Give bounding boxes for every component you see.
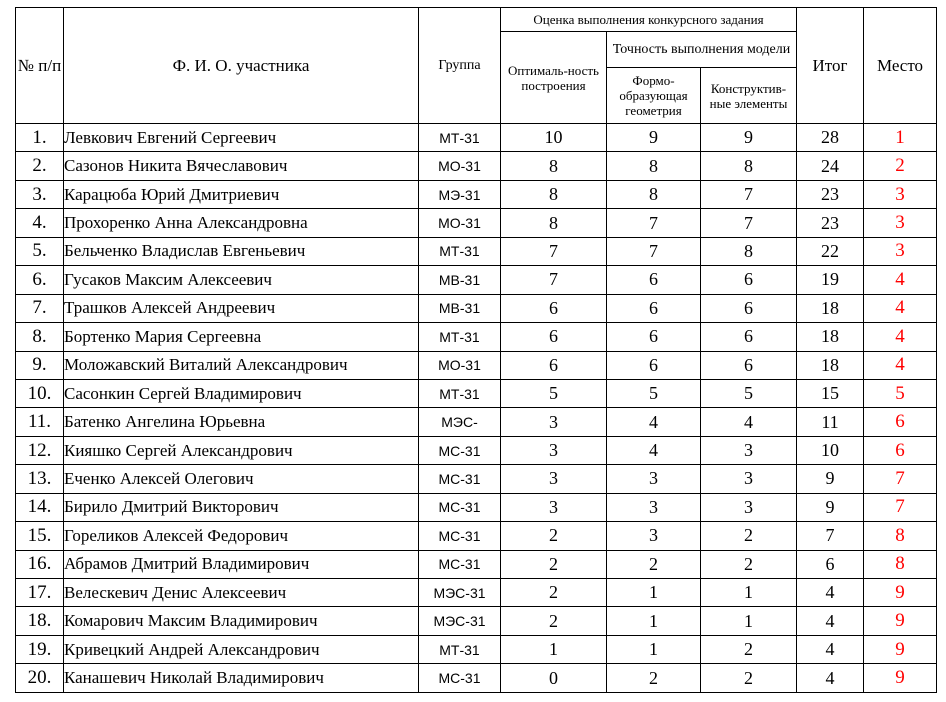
cell-num: 10. <box>16 379 64 407</box>
cell-name: Прохоренко Анна Александровна <box>64 209 419 237</box>
table-row <box>16 379 937 407</box>
cell-place: 9 <box>864 664 937 692</box>
table-body <box>16 124 937 693</box>
cell-num: 12. <box>16 436 64 464</box>
cell-total: 15 <box>797 379 864 407</box>
cell-num: 19. <box>16 635 64 663</box>
cell-constructive: 6 <box>701 323 797 351</box>
table-row <box>16 635 937 663</box>
cell-group: МО-31 <box>419 351 501 379</box>
cell-total: 22 <box>797 237 864 265</box>
cell-name: Сазонов Никита Вячеславович <box>64 152 419 180</box>
table-row <box>16 579 937 607</box>
cell-name: Велескевич Денис Алексеевич <box>64 579 419 607</box>
cell-total: 4 <box>797 607 864 635</box>
cell-optimal: 7 <box>501 237 607 265</box>
cell-name: Трашков Алексей Андреевич <box>64 294 419 322</box>
header-num: № п/п <box>16 8 64 124</box>
cell-optimal: 2 <box>501 579 607 607</box>
cell-num: 3. <box>16 180 64 208</box>
cell-optimal: 0 <box>501 664 607 692</box>
table-row <box>16 351 937 379</box>
header-place: Место <box>864 8 937 124</box>
cell-num: 6. <box>16 266 64 294</box>
cell-form: 6 <box>607 323 701 351</box>
cell-name: Левкович Евгений Сергеевич <box>64 124 419 152</box>
cell-name: Кияшко Сергей Александрович <box>64 436 419 464</box>
header-form: Формо-образующая геометрия <box>607 68 701 124</box>
cell-group: МТ-31 <box>419 124 501 152</box>
cell-optimal: 8 <box>501 152 607 180</box>
cell-constructive: 1 <box>701 579 797 607</box>
cell-group: МТ-31 <box>419 237 501 265</box>
cell-total: 10 <box>797 436 864 464</box>
cell-total: 9 <box>797 465 864 493</box>
cell-form: 6 <box>607 351 701 379</box>
cell-form: 9 <box>607 124 701 152</box>
cell-place: 1 <box>864 124 937 152</box>
cell-form: 1 <box>607 607 701 635</box>
cell-constructive: 2 <box>701 664 797 692</box>
cell-constructive: 4 <box>701 408 797 436</box>
cell-optimal: 6 <box>501 294 607 322</box>
results-table <box>15 7 937 693</box>
cell-total: 4 <box>797 579 864 607</box>
cell-place: 4 <box>864 266 937 294</box>
cell-num: 9. <box>16 351 64 379</box>
cell-group: МТ-31 <box>419 379 501 407</box>
cell-place: 4 <box>864 294 937 322</box>
table-row <box>16 323 937 351</box>
header-accuracy: Точность выполнения модели <box>607 32 797 68</box>
cell-group: МС-31 <box>419 493 501 521</box>
cell-place: 6 <box>864 408 937 436</box>
cell-name: Бельченко Владислав Евгеньевич <box>64 237 419 265</box>
cell-group: МВ-31 <box>419 294 501 322</box>
cell-constructive: 6 <box>701 266 797 294</box>
table-row <box>16 266 937 294</box>
header-constructive: Конструктив-ные элементы <box>701 68 797 124</box>
table-row <box>16 237 937 265</box>
cell-total: 11 <box>797 408 864 436</box>
cell-constructive: 3 <box>701 465 797 493</box>
header-name: Ф. И. О. участника <box>64 8 419 124</box>
cell-num: 18. <box>16 607 64 635</box>
header-total: Итог <box>797 8 864 124</box>
cell-num: 15. <box>16 522 64 550</box>
cell-place: 8 <box>864 522 937 550</box>
cell-group: МО-31 <box>419 209 501 237</box>
cell-num: 20. <box>16 664 64 692</box>
cell-form: 7 <box>607 237 701 265</box>
cell-optimal: 8 <box>501 180 607 208</box>
cell-constructive: 2 <box>701 635 797 663</box>
cell-form: 6 <box>607 294 701 322</box>
cell-num: 16. <box>16 550 64 578</box>
cell-total: 18 <box>797 351 864 379</box>
cell-place: 8 <box>864 550 937 578</box>
cell-group: МС-31 <box>419 550 501 578</box>
cell-place: 7 <box>864 493 937 521</box>
cell-num: 17. <box>16 579 64 607</box>
cell-total: 28 <box>797 124 864 152</box>
table-header <box>16 8 937 124</box>
cell-total: 6 <box>797 550 864 578</box>
cell-group: МС-31 <box>419 522 501 550</box>
cell-group: МС-31 <box>419 465 501 493</box>
cell-optimal: 6 <box>501 323 607 351</box>
cell-form: 6 <box>607 266 701 294</box>
cell-optimal: 3 <box>501 408 607 436</box>
cell-optimal: 3 <box>501 465 607 493</box>
cell-form: 3 <box>607 465 701 493</box>
cell-form: 8 <box>607 152 701 180</box>
cell-place: 3 <box>864 237 937 265</box>
cell-form: 3 <box>607 493 701 521</box>
cell-place: 6 <box>864 436 937 464</box>
cell-group: МЭС-31 <box>419 607 501 635</box>
cell-constructive: 9 <box>701 124 797 152</box>
cell-group: МТ-31 <box>419 323 501 351</box>
cell-place: 3 <box>864 209 937 237</box>
cell-place: 3 <box>864 180 937 208</box>
cell-place: 7 <box>864 465 937 493</box>
cell-num: 5. <box>16 237 64 265</box>
cell-optimal: 10 <box>501 124 607 152</box>
cell-place: 9 <box>864 607 937 635</box>
header-evaluation: Оценка выполнения конкурсного задания <box>501 8 797 32</box>
cell-name: Кривецкий Андрей Александрович <box>64 635 419 663</box>
cell-constructive: 7 <box>701 180 797 208</box>
cell-name: Гусаков Максим Алексеевич <box>64 266 419 294</box>
table-row <box>16 664 937 692</box>
cell-group: МО-31 <box>419 152 501 180</box>
cell-group: МС-31 <box>419 664 501 692</box>
cell-total: 18 <box>797 323 864 351</box>
cell-name: Бирило Дмитрий Викторович <box>64 493 419 521</box>
cell-optimal: 3 <box>501 493 607 521</box>
cell-name: Абрамов Дмитрий Владимирович <box>64 550 419 578</box>
cell-optimal: 3 <box>501 436 607 464</box>
cell-num: 13. <box>16 465 64 493</box>
table-row <box>16 550 937 578</box>
cell-num: 14. <box>16 493 64 521</box>
cell-place: 4 <box>864 351 937 379</box>
cell-constructive: 8 <box>701 237 797 265</box>
cell-optimal: 6 <box>501 351 607 379</box>
cell-place: 9 <box>864 579 937 607</box>
cell-optimal: 8 <box>501 209 607 237</box>
cell-constructive: 8 <box>701 152 797 180</box>
cell-total: 23 <box>797 209 864 237</box>
cell-num: 4. <box>16 209 64 237</box>
cell-total: 23 <box>797 180 864 208</box>
cell-place: 9 <box>864 635 937 663</box>
cell-constructive: 6 <box>701 294 797 322</box>
cell-total: 9 <box>797 493 864 521</box>
cell-name: Канашевич Николай Владимирович <box>64 664 419 692</box>
cell-form: 7 <box>607 209 701 237</box>
cell-group: МЭС-31 <box>419 579 501 607</box>
cell-constructive: 3 <box>701 436 797 464</box>
table-row <box>16 180 937 208</box>
cell-num: 8. <box>16 323 64 351</box>
cell-total: 4 <box>797 635 864 663</box>
cell-form: 2 <box>607 550 701 578</box>
cell-constructive: 2 <box>701 522 797 550</box>
table-row <box>16 294 937 322</box>
cell-optimal: 7 <box>501 266 607 294</box>
cell-group: МЭС- <box>419 408 501 436</box>
cell-form: 3 <box>607 522 701 550</box>
cell-optimal: 2 <box>501 607 607 635</box>
cell-num: 7. <box>16 294 64 322</box>
cell-total: 7 <box>797 522 864 550</box>
table-row <box>16 408 937 436</box>
cell-total: 18 <box>797 294 864 322</box>
cell-form: 5 <box>607 379 701 407</box>
cell-name: Моложавский Виталий Александрович <box>64 351 419 379</box>
cell-num: 2. <box>16 152 64 180</box>
cell-form: 8 <box>607 180 701 208</box>
cell-constructive: 3 <box>701 493 797 521</box>
cell-place: 2 <box>864 152 937 180</box>
cell-name: Сасонкин Сергей Владимирович <box>64 379 419 407</box>
table-row <box>16 209 937 237</box>
header-group: Группа <box>419 8 501 124</box>
cell-name: Еченко Алексей Олегович <box>64 465 419 493</box>
table-row <box>16 436 937 464</box>
cell-form: 2 <box>607 664 701 692</box>
cell-group: МТ-31 <box>419 635 501 663</box>
cell-constructive: 7 <box>701 209 797 237</box>
cell-constructive: 5 <box>701 379 797 407</box>
cell-form: 4 <box>607 436 701 464</box>
table-row <box>16 607 937 635</box>
cell-optimal: 5 <box>501 379 607 407</box>
cell-optimal: 1 <box>501 635 607 663</box>
cell-constructive: 1 <box>701 607 797 635</box>
cell-form: 4 <box>607 408 701 436</box>
cell-group: МЭ-31 <box>419 180 501 208</box>
cell-place: 5 <box>864 379 937 407</box>
table-row <box>16 493 937 521</box>
cell-optimal: 2 <box>501 522 607 550</box>
cell-form: 1 <box>607 635 701 663</box>
cell-num: 11. <box>16 408 64 436</box>
table-row <box>16 124 937 152</box>
cell-name: Батенко Ангелина Юрьевна <box>64 408 419 436</box>
cell-group: МВ-31 <box>419 266 501 294</box>
header-optimal: Оптималь-ность построения <box>501 32 607 124</box>
cell-total: 24 <box>797 152 864 180</box>
cell-group: МС-31 <box>419 436 501 464</box>
cell-name: Карацюба Юрий Дмитриевич <box>64 180 419 208</box>
table-row <box>16 152 937 180</box>
cell-name: Гореликов Алексей Федорович <box>64 522 419 550</box>
cell-name: Комарович Максим Владимирович <box>64 607 419 635</box>
cell-form: 1 <box>607 579 701 607</box>
cell-total: 4 <box>797 664 864 692</box>
cell-optimal: 2 <box>501 550 607 578</box>
cell-constructive: 6 <box>701 351 797 379</box>
cell-place: 4 <box>864 323 937 351</box>
table-row <box>16 522 937 550</box>
cell-num: 1. <box>16 124 64 152</box>
cell-name: Бортенко Мария Сергеевна <box>64 323 419 351</box>
cell-constructive: 2 <box>701 550 797 578</box>
table-row <box>16 465 937 493</box>
cell-total: 19 <box>797 266 864 294</box>
